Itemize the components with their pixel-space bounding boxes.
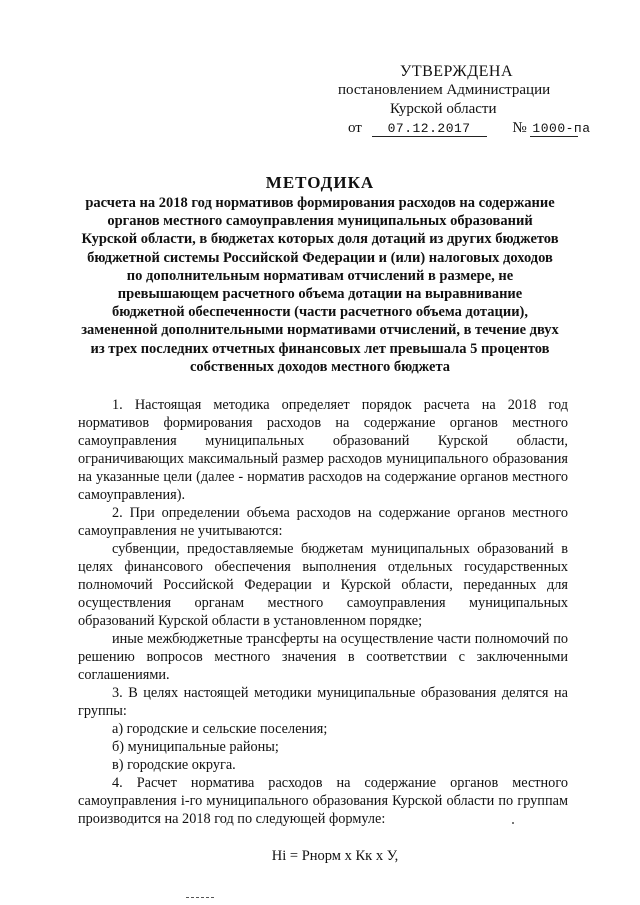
paragraph: субвенции, предоставляемые бюджетам муниципальных образований в целях финансового обеспечения выполнения отдельных государственных полномочий Российской Федерации и Курской области, переданных для осуществления органам местного самоуправления муниципальных образований Курской области в установленном порядке; xyxy=(78,541,568,629)
approval-status: УТВЕРЖДЕНА xyxy=(400,63,514,80)
paragraph: 2. При определении объема расходов на содержание органов местного самоуправления не учитываются: xyxy=(78,505,568,539)
paragraph: иные межбюджетные трансферты на осуществление части полномочий по решению вопросов местного значения в соответствии с заключенными соглашениями. xyxy=(78,631,568,683)
page-edge-mark xyxy=(186,897,214,899)
list-item: б) муниципальные районы; xyxy=(112,739,279,755)
paragraph: 3. В целях настоящей методики муниципальные образования делятся на группы: xyxy=(78,685,568,719)
approval-date: 07.12.2017 xyxy=(372,121,487,137)
approval-region: Курской области xyxy=(390,101,497,117)
list-item: а) городские и сельские поселения; xyxy=(112,721,328,737)
list-item: в) городские округа. xyxy=(112,757,236,773)
document-body xyxy=(78,396,568,828)
formula: Нi = Рнорм х Кк х У, xyxy=(271,848,399,864)
scan-speck xyxy=(512,822,514,824)
document-subtitle: расчета на 2018 год нормативов формирования расходов на содержание органов местного самоуправления муниципальных образований Курской области, в бюджетах которых доля дотаций из других бюджетов бюджетной системы Российской Федерации и (или) налоговых доходов по дополнительным нормативам отчислений в размере, не превышающем расчетного объема дотации на выравнивание бюджетной обеспеченности (части расчетного объема дотации), замененной дополнительными нормативами отчислений, в течение двух из трех последних отчетных финансовых лет превышала 5 процентов собственных доходов местного бюджета xyxy=(81,195,559,375)
from-label: от xyxy=(348,120,362,136)
paragraph: 1. Настоящая методика определяет порядок расчета на 2018 год нормативов формирования расходов на содержание органов местного самоуправления муниципальных образований Курской области, ограничивающих максимальный размер расходов муниципального образования на указанные цели (далее - норматив расходов на содержание органов местного самоуправления). xyxy=(78,397,568,503)
number-label: № xyxy=(512,120,527,136)
approval-stamp xyxy=(338,62,591,138)
document-heading xyxy=(80,172,560,376)
approval-by: постановлением Администрации xyxy=(338,82,551,98)
document-title: МЕТОДИКА xyxy=(265,173,375,192)
approval-date-line xyxy=(338,119,591,138)
approval-number: 1000-па xyxy=(532,121,591,136)
paragraph: 4. Расчет норматива расходов на содержание органов местного самоуправления i-го муниципального образования Курской области по группам производится на 2018 год по следующей формуле: xyxy=(78,775,568,827)
